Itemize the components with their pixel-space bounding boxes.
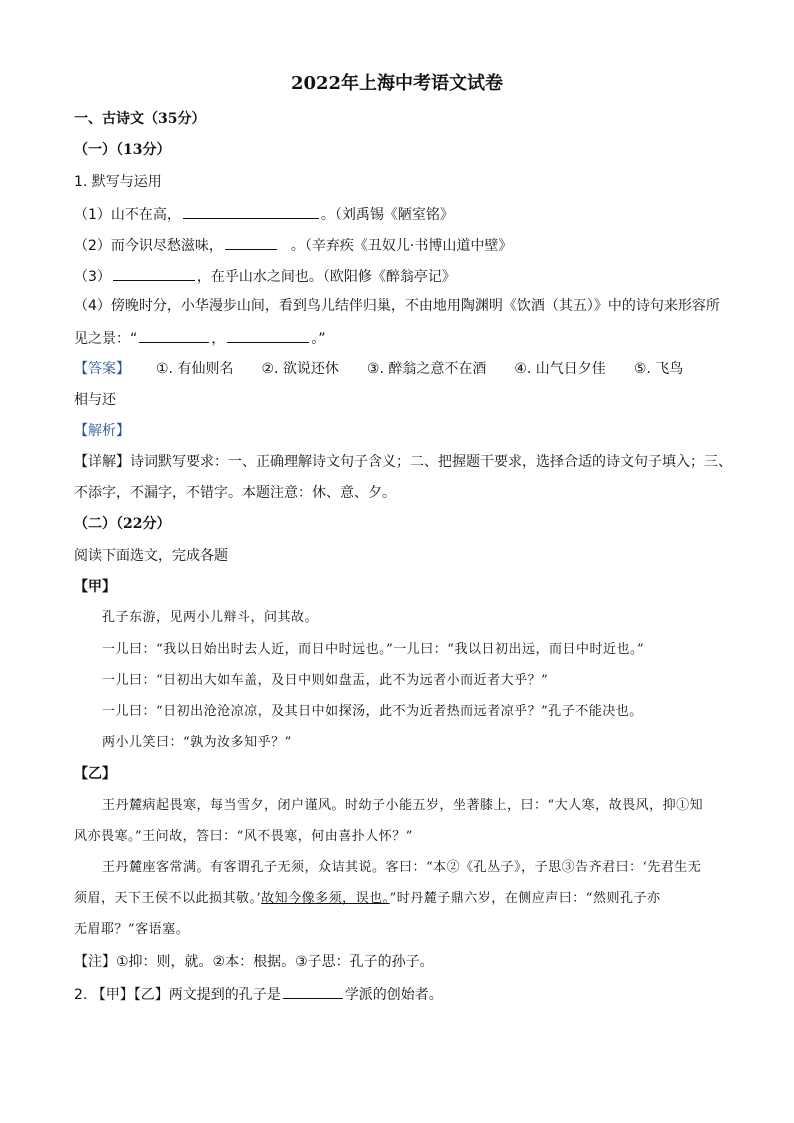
passage-yi-p2-text-b: ”时丹麓子鼎六岁，在侧应声曰：“然则孔子亦 — [389, 891, 661, 906]
underlined-sentence: 故知今像多须，误也。 — [261, 891, 390, 906]
passage-yi-p2-line-3: 无眉耶？”客语塞。 — [74, 922, 190, 937]
passage-yi-p2-line-2 — [74, 889, 660, 909]
question-1-4-text-b: ， — [211, 331, 226, 347]
passage-jia-line-3: 一儿曰：“日初出大如车盖，及日中则如盘盂，此不为远者小而近者大乎？” — [102, 673, 549, 688]
question-1-3 — [74, 265, 456, 287]
part-heading-2: （二）（22分） — [74, 516, 171, 532]
detail-text-1: 诗词默写要求：一、正确理解诗文句子含义；二、把握题干要求，选择合适的诗文句子填入；三、 — [130, 454, 732, 470]
section-heading-classical: 一、古诗文（35分） — [74, 111, 206, 127]
question-2-text-b: 学派的创始者。 — [344, 987, 443, 1003]
answer-item-1: ①. 有仙则名 — [156, 361, 234, 377]
passage-yi-p2-line-1: 王丹麓座客常满。有客谓孔子无须，众诘其说。客曰：“本②《孔丛子》，子思③告齐君曰：‘先君生无 — [102, 860, 702, 875]
passage-jia-line-2: 一儿曰：“我以日始出时去人近，而日中时远也。”一儿曰：“我以日初出远，而日中时近也。” — [102, 642, 645, 657]
passage-jia-line-5: 两小儿笑曰：“孰为汝多知乎？” — [102, 735, 292, 750]
answer-item-3: ③. 醉翁之意不在酒 — [366, 361, 487, 377]
answer-blank — [283, 983, 343, 999]
annotation-note: 【注】①抑：则，就。②本：根据。③子思：孔子的孙子。 — [74, 954, 434, 970]
question-1-4-line-1: （4）傍晚时分，小华漫步山间，看到鸟儿结伴归巢，不由地用陶渊明《饮酒（其五）》中的诗句来形容所 — [74, 298, 720, 314]
detail-label: 【详解】 — [74, 454, 130, 470]
reading-instruction: 阅读下面选文，完成各题 — [74, 548, 228, 564]
passage-yi-p2-text-a: 须眉，天下王侯不以此损其敬。’ — [74, 891, 262, 906]
passage-jia-line-4: 一儿曰：“日初出沧沧凉凉，及其日中如探汤，此不为近者热而远者凉乎？”孔子不能决也。 — [102, 704, 643, 719]
answer-blank — [139, 327, 209, 343]
question-1-2 — [74, 234, 512, 256]
passage-jia-label: 【甲】 — [74, 579, 116, 595]
answer-continuation: 相与还 — [74, 392, 116, 408]
question-1-1 — [74, 203, 454, 225]
page-title: 2022年上海中考语文试卷 — [290, 73, 504, 94]
question-1-1-text-a: （1）山不在高， — [74, 207, 181, 223]
question-1-4-text-c: 。” — [311, 331, 326, 347]
question-1-3-text-b: ，在乎山水之间也。（欧阳修《醉翁亭记》 — [196, 269, 456, 285]
question-1-3-text-a: （3） — [74, 269, 111, 285]
answer-label: 【答案】 — [74, 361, 130, 377]
answer-blank — [183, 203, 319, 219]
passage-yi-p1-line-2: 风亦畏寒。”王问故，答曰：“风不畏寒，何由喜扑人怀？” — [74, 829, 413, 844]
answer-blank — [113, 265, 195, 281]
question-2-text-a: 2. 【甲】【乙】两文提到的孔子是 — [74, 987, 281, 1003]
question-1-1-text-b: 。（刘禹锡《陋室铭》 — [320, 207, 454, 223]
part-heading-1: （一）（13分） — [74, 142, 171, 158]
question-1-title: 1. 默写与运用 — [74, 174, 162, 190]
detail-line-1 — [74, 452, 732, 472]
passage-yi-p1-line-1: 王丹麓病起畏寒，每当雪夕，闭户谨风。时幼子小能五岁，坐著膝上，曰：“大人寒，故畏风，抑①知 — [102, 798, 704, 813]
question-1-2-text-b: 。（辛弃疾《丑奴儿·书博山道中壁》 — [290, 238, 513, 254]
answer-item-5: ⑤. 飞鸟 — [633, 361, 684, 377]
answer-blank — [225, 234, 277, 250]
answer-item-4: ④. 山气日夕佳 — [514, 361, 606, 377]
question-1-4-text-a: 见之景：“ — [74, 331, 138, 347]
answer-blank — [227, 327, 309, 343]
question-1-4-line-2 — [74, 327, 326, 349]
answer-item-2: ②. 欲说还休 — [261, 361, 339, 377]
analysis-label: 【解析】 — [74, 423, 130, 439]
answer-line — [74, 359, 683, 379]
passage-yi-label: 【乙】 — [74, 766, 116, 782]
question-2 — [74, 983, 443, 1005]
question-1-2-text-a: （2）而今识尽愁滋味， — [74, 238, 223, 254]
detail-line-2: 不添字，不漏字，不错字。本题注意：休、意、夕。 — [74, 485, 396, 501]
passage-jia-line-1: 孔子东游，见两小儿辩斗，问其故。 — [102, 610, 319, 625]
